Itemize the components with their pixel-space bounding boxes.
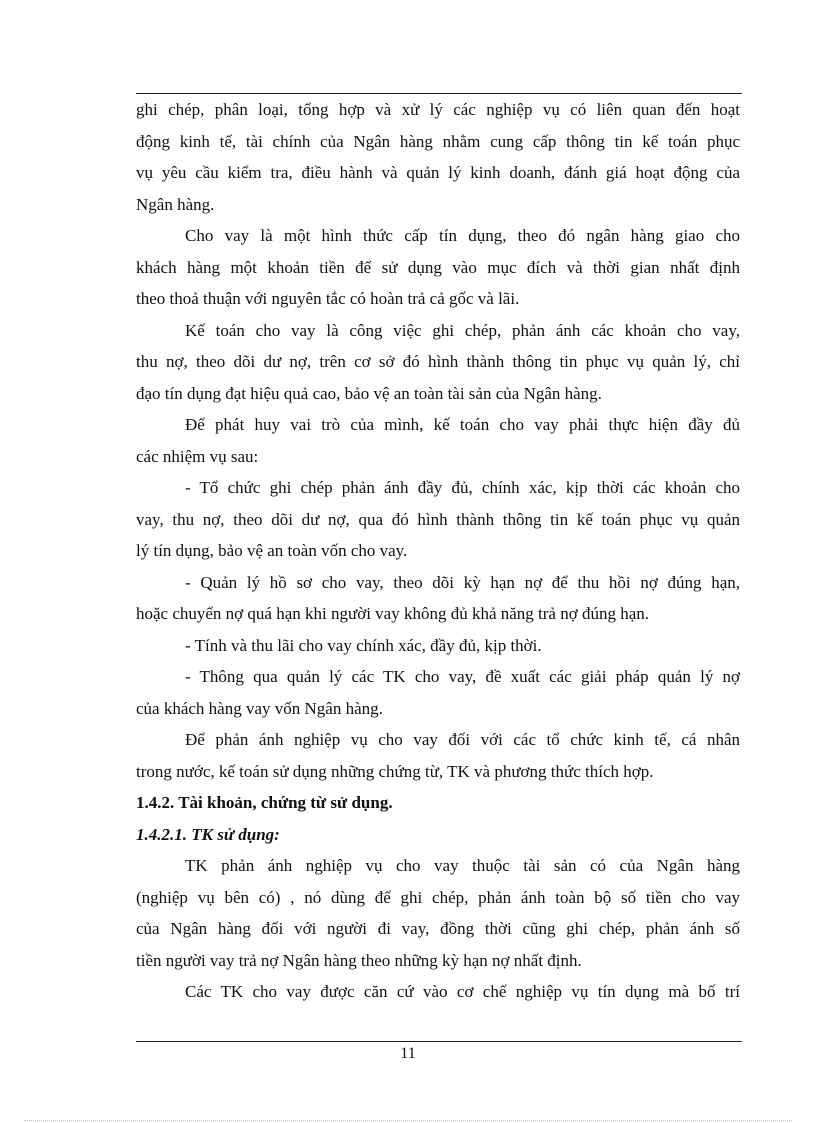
text-line: đạo tín dụng đạt hiệu quả cao, bảo vệ an toàn tài sản của Ngân hàng. — [136, 383, 602, 403]
text-line: các nhiệm vụ sau: — [136, 446, 259, 466]
text-line: Để phát huy vai trò của mình, kế toán cho vay phải thực hiện đầy đủ — [185, 415, 740, 434]
text-line: khách hàng một khoản tiền để sử dụng vào mục đích và thời gian nhất định — [136, 257, 740, 277]
document-body — [136, 94, 740, 1008]
page-number: 11 — [400, 1045, 416, 1062]
subsection-heading: 1.4.2.1. TK sử dụng: — [136, 824, 280, 844]
text-line: - Tổ chức ghi chép phản ánh đầy đủ, chính xác, kịp thời các khoản cho — [185, 478, 740, 497]
text-line: Để phản ánh nghiệp vụ cho vay đối với các tổ chức kinh tế, cá nhân — [185, 730, 740, 749]
text-line: theo thoả thuận với nguyên tắc có hoàn trả cả gốc và lãi. — [136, 289, 520, 308]
text-line: - Tính và thu lãi cho vay chính xác, đầy đủ, kịp thời. — [185, 635, 542, 655]
footer-rule — [136, 1041, 742, 1042]
text-line: - Quản lý hồ sơ cho vay, theo dõi kỳ hạn nợ để thu hồi nợ đúng hạn, — [185, 572, 740, 592]
text-line: vụ yêu cầu kiểm tra, điều hành và quản lý kinh doanh, đánh giá hoạt động của — [136, 163, 740, 182]
text-line: lý tín dụng, bảo vệ an toàn vốn cho vay. — [136, 541, 408, 560]
text-line: trong nước, kế toán sử dụng những chứng từ, TK và phương thức thích hợp. — [136, 761, 654, 781]
text-line: (nghiệp vụ bên có) , nó dùng để ghi chép, phản ánh toàn bộ số tiền cho vay — [136, 887, 740, 907]
text-line: động kinh tế, tài chính của Ngân hàng nhằm cung cấp thông tin kế toán phục — [136, 131, 740, 151]
text-line: Cho vay là một hình thức cấp tín dụng, theo đó ngân hàng giao cho — [185, 226, 740, 245]
text-line: tiền người vay trả nợ Ngân hàng theo những kỳ hạn nợ nhất định. — [136, 950, 582, 970]
text-line: Ngân hàng. — [136, 194, 215, 214]
text-line: - Thông qua quản lý các TK cho vay, đề xuất các giải pháp quản lý nợ — [185, 667, 740, 686]
page-break-divider — [24, 1120, 792, 1121]
text-line: Các TK cho vay được căn cứ vào cơ chế nghiệp vụ tín dụng mà bố trí — [185, 982, 740, 1001]
text-line: của Ngân hàng đối với người đi vay, đồng thời cũng ghi chép, phản ánh số — [136, 919, 740, 938]
section-heading: 1.4.2. Tài khoản, chứng từ sử dụng. — [136, 793, 393, 812]
text-line: thu nợ, theo dõi dư nợ, trên cơ sở đó hình thành thông tin phục vụ quản lý, chỉ — [136, 352, 740, 371]
text-line: TK phản ánh nghiệp vụ cho vay thuộc tài sản có của Ngân hàng — [185, 856, 740, 875]
text-line: hoặc chuyển nợ quá hạn khi người vay không đủ khả năng trả nợ đúng hạn. — [136, 604, 650, 623]
text-line: Kế toán cho vay là công việc ghi chép, phản ánh các khoản cho vay, — [185, 320, 740, 340]
text-line: ghi chép, phân loại, tổng hợp và xử lý các nghiệp vụ có liên quan đến hoạt — [136, 100, 740, 119]
text-line: của khách hàng vay vốn Ngân hàng. — [136, 698, 383, 718]
text-line: vay, thu nợ, theo dõi dư nợ, qua đó hình thành thông tin kế toán phục vụ quản — [136, 509, 740, 529]
